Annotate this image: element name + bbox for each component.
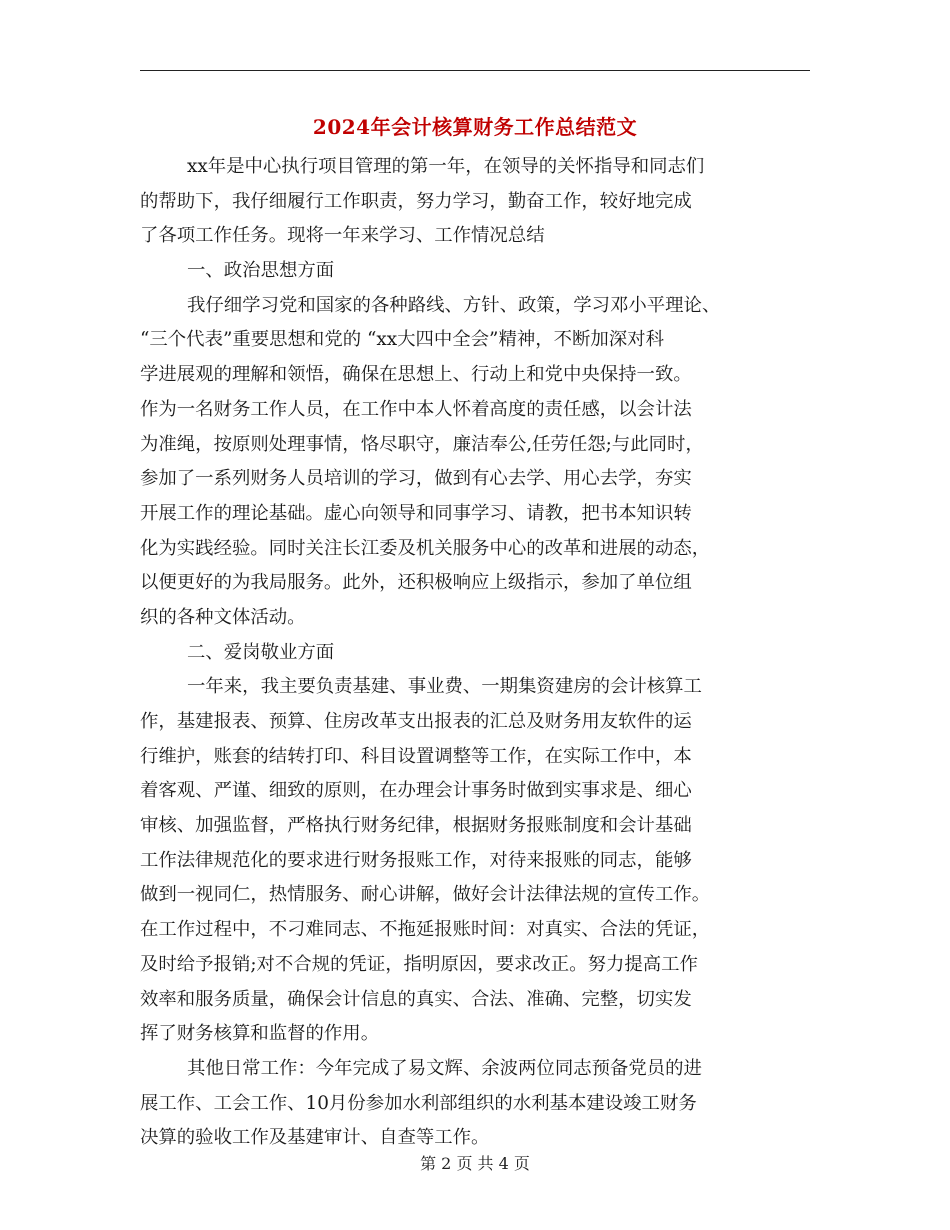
text-line: 做到一视同仁，热情服务、耐心讲解，做好会计法律法规的宣传工作。 (140, 884, 711, 906)
text-line: 参加了一系列财务人员培训的学习，做到有心去学、用心去学，夯实 (140, 468, 692, 490)
text-line: 的帮助下，我仔细履行工作职责，努力学习，勤奋工作，较好地完成 (140, 190, 692, 212)
text-line: 以便更好的为我局服务。此外，还积极响应上级指示，参加了单位组 (140, 572, 692, 594)
text-line: 决算的验收工作及基建审计、自查等工作。 (140, 1127, 490, 1149)
text-line: 展工作、工会工作、10月份参加水利部组织的水利基本建设竣工财务 (140, 1092, 697, 1114)
document-title: 2024年会计核算财务工作总结范文 (312, 115, 638, 139)
text-line: 我仔细学习党和国家的各种路线、方针、政策，学习邓小平理论、 (187, 294, 721, 316)
text-line: 审核、加强监督，严格执行财务纪律，根据财务报账制度和会计基础 (140, 815, 692, 837)
text-line: 挥了财务核算和监督的作用。 (140, 1023, 380, 1045)
text-line: 一、政治思想方面 (187, 260, 335, 282)
text-line: 了各项工作任务。现将一年来学习、工作情况总结 (140, 225, 545, 247)
text-line: 着客观、严谨、细致的原则，在办理会计事务时做到实事求是、细心 (140, 780, 692, 802)
text-line: 作，基建报表、预算、住房改革支出报表的汇总及财务用友软件的运 (140, 711, 692, 732)
text-line: 化为实践经验。同时关注长江委及机关服务中心的改革和进展的动态， (140, 537, 711, 559)
text-line: 效率和服务质量，确保会计信息的真实、合法、准确、完整，切实发 (140, 988, 692, 1010)
text-line: 其他日常工作：今年完成了易文辉、余波两位同志预备党员的进 (187, 1057, 702, 1079)
text-line: 及时给予报销;对不合规的凭证，指明原因，要求改正。努力提高工作 (140, 953, 698, 975)
document-body (140, 150, 810, 1156)
text-line: 为准绳，按原则处理事情，恪尽职守，廉洁奉公,任劳任怨;与此同时， (140, 433, 704, 455)
text-line: 二、爱岗敬业方面 (187, 641, 335, 663)
text-line: 在工作过程中，不刁难同志、不拖延报账时间：对真实、合法的凭证， (140, 919, 711, 941)
text-line: 织的各种文体活动。 (140, 606, 306, 628)
page-footer: 第 2 页 共 4 页 (420, 1154, 530, 1173)
text-line: 工作法律规范化的要求进行财务报账工作，对待来报账的同志，能够 (140, 849, 692, 871)
text-line: 行维护，账套的结转打印、科目设置调整等工作，在实际工作中，本 (140, 745, 692, 767)
text-line: 一年来，我主要负责基建、事业费、一期集资建房的会计核算工 (187, 676, 702, 698)
text-line: 学进展观的理解和领悟，确保在思想上、行动上和党中央保持一致。 (140, 364, 692, 386)
text-line: 作为一名财务工作人员，在工作中本人怀着高度的责任感，以会计法 (140, 398, 692, 420)
text-line: xx年是中心执行项目管理的第一年，在领导的关怀指导和同志们 (187, 156, 705, 177)
header-rule (140, 70, 810, 71)
text-line: 开展工作的理论基础。虚心向领导和同事学习、请教，把书本知识转 (140, 502, 692, 524)
text-line: “三个代表”重要思想和党的 “xx大四中全会”精神，不断加深对科 (140, 329, 664, 351)
